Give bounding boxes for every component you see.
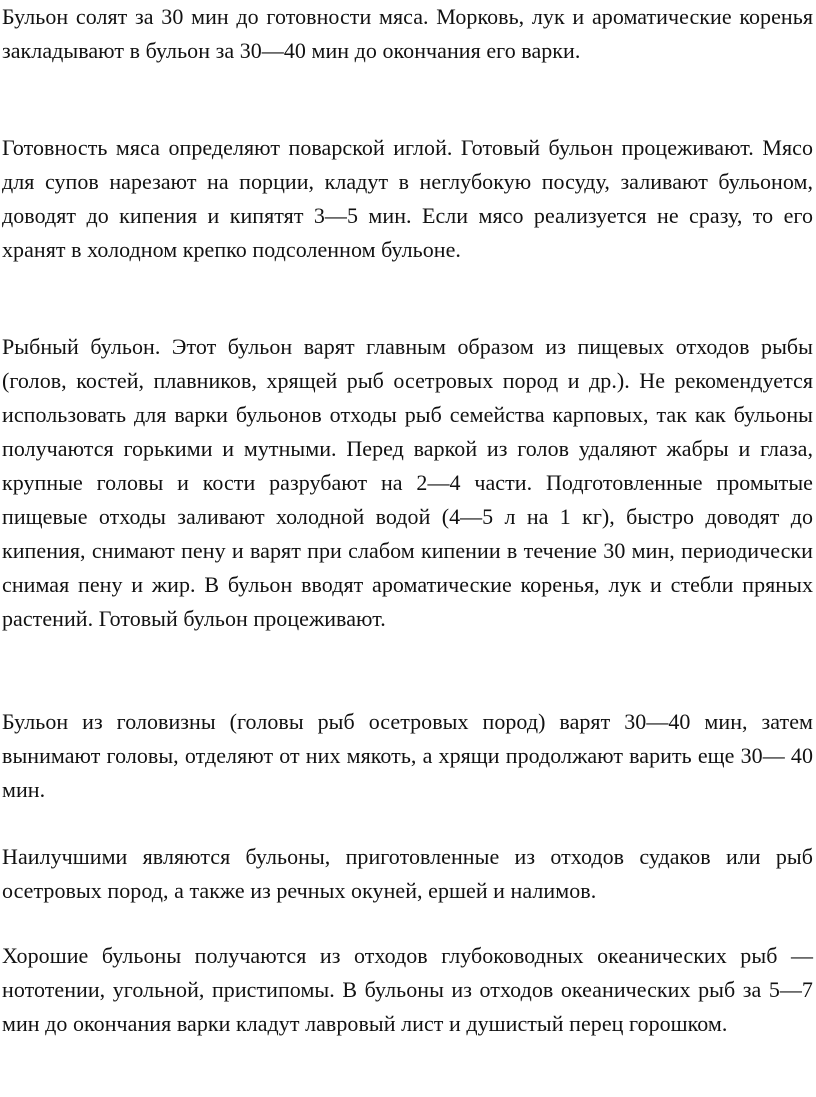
paragraph-ocean-fish-broths: Хорошие бульоны получаются из отходов глубоководных океанических рыб — нототении, угольной, пристипомы. В бульоны из отходов океанических рыб за 5—7 мин до окончания варки кладут лавровый лист и душистый перец горошком. bbox=[2, 943, 813, 1036]
paragraph-broth-salting: Бульон солят за 30 мин до готовности мяса. Морковь, лук и ароматические коренья закладывают в бульон за 30—40 мин до окончания его варки. bbox=[2, 4, 813, 63]
paragraph-fish-broth: Рыбный бульон. Этот бульон варят главным образом из пищевых отходов рыбы (голов, костей, плавников, хрящей рыб осетровых пород и др.). Не рекомендуется использовать для варки бульонов отходы рыб семейства карповых, так как бульоны получаются горькими и мутными. Перед варкой из голов удаляют жабры и глаза, крупные головы и кости разрубают на 2—4 части. Подготовленные промытые пищевые отходы заливают холодной водой (4—5 л на 1 кг), быстро доводят до кипения, снимают пену и варят при слабом кипении в течение 30 мин, периодически снимая пену и жир. В бульон вводят ароматические коренья, лук и стебли пряных растений. Готовый бульон процеживают. bbox=[2, 334, 813, 631]
paragraph-fish-head-broth: Бульон из головизны (головы рыб осетровых пород) варят 30—40 мин, затем вынимают головы, отделяют от них мякоть, а хрящи продолжают варить еще 30— 40 мин. bbox=[2, 709, 813, 802]
paragraph-best-broths: Наилучшими являются бульоны, приготовленные из отходов судаков или рыб осетровых пород, а также из речных окуней, ершей и налимов. bbox=[2, 844, 813, 903]
paragraph-meat-readiness: Готовность мяса определяют поварской иглой. Готовый бульон процеживают. Мясо для супов нарезают на порции, кладут в неглубокую посуду, заливают бульоном, доводят до кипения и кипятят 3—5 мин. Если мясо реализуется не сразу, то его хранят в холодном крепко подсоленном бульоне. bbox=[2, 135, 813, 262]
